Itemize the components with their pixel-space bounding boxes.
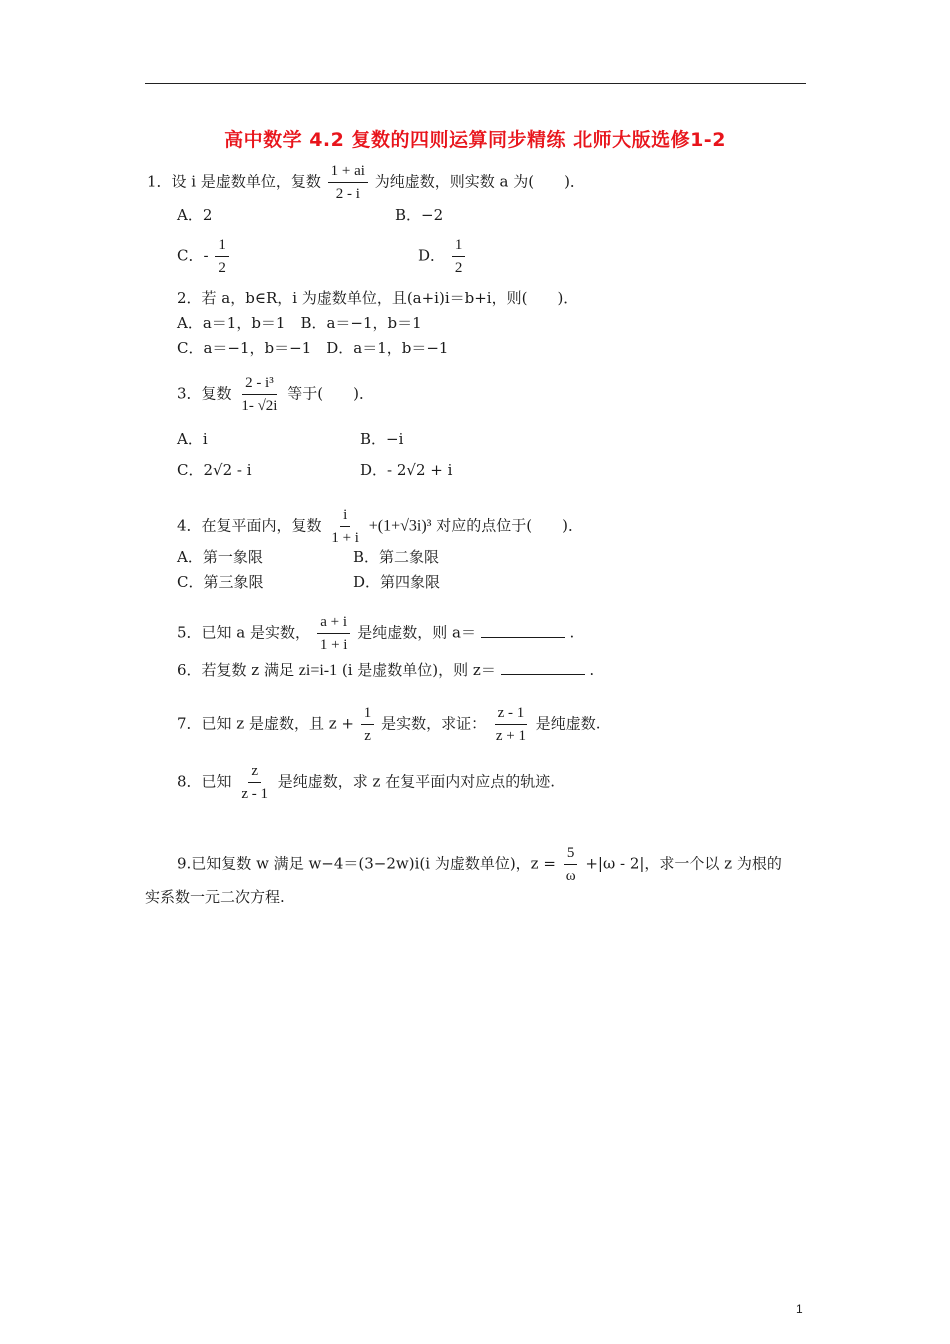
q1-stem-post: 为纯虚数，则实数 a 为( )． [374, 172, 585, 191]
question-2: 2．若 a，b∈R，i 为虚数单位，且(a+i)i＝b+i，则( )． [177, 289, 579, 307]
q6-stem-pre: 6．若复数 z 满足 [177, 661, 294, 679]
q9-denominator: ω [565, 868, 576, 884]
q1-denominator: 2 - i [335, 186, 360, 202]
page-title: 高中数学 4.2 复数的四则运算同步精练 北师大版选修1-2 [224, 129, 726, 151]
q3-stem-post: 等于( )． [287, 384, 374, 403]
q1-option-a: A．2 [177, 206, 213, 224]
q7-numerator-2: z - 1 [495, 704, 528, 725]
q4-stem-pre: 4．在复平面内，复数 [177, 516, 322, 535]
q4-option-d: D．第四象限 [353, 573, 441, 591]
question-6 [177, 660, 594, 681]
q3-fraction [238, 374, 280, 415]
q7-stem-post: 是纯虚数. [535, 714, 601, 733]
q4-option-b: B．第二象限 [353, 548, 440, 566]
q8-stem-pre: 8．已知 [177, 772, 232, 791]
q8-stem-post: 是纯虚数，求 z 在复平面内对应点的轨迹. [277, 772, 555, 791]
q3-option-d: D．- 2√2 + i [360, 461, 453, 479]
q1-option-d-num: 1 [452, 236, 466, 257]
q4-option-a: A．第一象限 [177, 548, 263, 566]
q1-option-c-num: 1 [215, 236, 229, 257]
q1-option-d-label: D． [418, 246, 446, 265]
q5-fraction [317, 613, 351, 654]
q1-numerator: 1 + ai [328, 162, 368, 183]
q2-options-ab: A．a＝1，b＝1 B．a＝−1，b＝1 [177, 314, 422, 332]
q3-numerator: 2 - i³ [242, 374, 277, 395]
q3-option-c: C．2√2 - i [177, 461, 252, 479]
q9-numerator: 5 [564, 844, 578, 865]
header-rule [145, 83, 806, 84]
question-3 [177, 374, 374, 415]
q9-stem-part-2: +|ω - 2|，求一个以 z 为根的 [585, 854, 782, 873]
q1-stem-pre: 1．设 i 是虚数单位，复数 [147, 172, 321, 191]
q4-numerator: i [340, 506, 350, 527]
q7-fraction-2 [493, 704, 529, 745]
q8-fraction [238, 762, 271, 803]
q9-stem-part-1: 9.已知复数 w 满足 w−4＝(3−2w)i(i 为虚数单位)，z = [177, 854, 556, 873]
q4-option-c: C．第三象限 [177, 573, 264, 591]
q8-numerator: z [248, 762, 261, 783]
question-1 [147, 162, 585, 203]
q5-answer-blank[interactable] [481, 623, 565, 638]
q6-answer-blank[interactable] [501, 660, 585, 675]
q4-stem-post: 对应的点位于( )． [436, 516, 583, 535]
q7-fraction-1 [361, 704, 375, 745]
q7-numerator-1: 1 [361, 704, 375, 725]
question-9-line-1 [177, 844, 782, 885]
q7-stem-mid: 是实数，求证： [381, 714, 487, 733]
q2-options-cd: C．a＝−1，b＝−1 D．a＝1，b＝−1 [177, 339, 449, 357]
question-4 [177, 506, 583, 547]
q1-option-c-den: 2 [218, 260, 226, 276]
q7-denominator-2: z + 1 [495, 728, 526, 744]
question-8 [177, 762, 555, 803]
q4-denominator: 1 + i [331, 530, 359, 546]
q3-option-a: A．i [177, 430, 208, 448]
q5-stem-end: . [569, 623, 575, 642]
question-9-line-2: 实系数一元二次方程. [145, 888, 285, 906]
q1-option-d-fraction [452, 236, 466, 277]
q1-fraction [328, 162, 368, 203]
q6-expression: zi=i-1 [298, 662, 338, 679]
q5-stem-pre: 5．已知 a 是实数， [177, 623, 311, 642]
q3-stem-pre: 3．复数 [177, 384, 232, 403]
q9-fraction [563, 844, 579, 885]
q3-denominator: 1- √2i [241, 398, 278, 414]
q5-stem-post: 是纯虚数，则 a＝ [357, 623, 476, 642]
q4-fraction [328, 506, 362, 547]
q5-numerator: a + i [317, 613, 350, 634]
q1-option-d [418, 236, 467, 277]
q1-option-c [177, 236, 231, 277]
q1-option-c-fraction [215, 236, 229, 277]
q5-denominator: 1 + i [319, 637, 348, 653]
question-7 [177, 704, 601, 745]
q1-option-b: B．−2 [395, 206, 444, 224]
q7-stem-pre: 7．已知 z 是虚数，且 z + [177, 714, 354, 733]
q1-option-d-den: 2 [454, 260, 463, 276]
page-number: 1 [796, 1302, 803, 1316]
q7-denominator-1: z [364, 728, 371, 744]
q1-option-c-label: C．- [177, 246, 209, 265]
q8-denominator: z - 1 [241, 786, 268, 802]
q4-expression: +(1+√3i)³ [368, 517, 432, 535]
q6-stem-post: (i 是虚数单位)，则 z＝ [341, 661, 496, 679]
question-5 [177, 613, 574, 654]
q6-stem-end: . [589, 661, 595, 679]
q3-option-b: B．−i [360, 430, 404, 448]
